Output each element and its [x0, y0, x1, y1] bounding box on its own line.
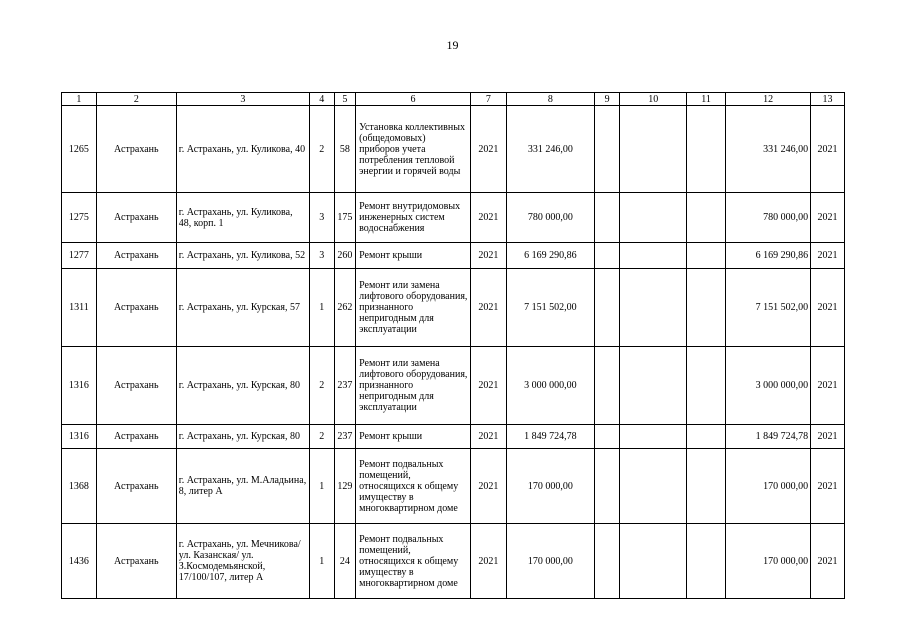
cell-year: 2021	[470, 243, 506, 269]
cell-c5: 237	[334, 425, 356, 449]
cell-address: г. Астрахань, ул. Мечникова/ ул. Казанская/ ул. З.Космодемьянской, 17/100/107, литер А	[176, 524, 309, 599]
column-header: 10	[620, 93, 687, 106]
cell-end-year: 2021	[811, 524, 845, 599]
cell-year: 2021	[470, 347, 506, 425]
column-header: 1	[62, 93, 97, 106]
cell-address: г. Астрахань, ул. Курская, 80	[176, 425, 309, 449]
cell-city: Астрахань	[96, 347, 176, 425]
cell-c10	[620, 347, 687, 425]
cell-c11	[687, 243, 726, 269]
cell-id: 1316	[62, 347, 97, 425]
cell-c11	[687, 269, 726, 347]
cell-id: 1316	[62, 425, 97, 449]
cell-c10	[620, 193, 687, 243]
cell-end-year: 2021	[811, 347, 845, 425]
cell-city: Астрахань	[96, 106, 176, 193]
table-row	[62, 347, 845, 425]
cell-address: г. Астрахань, ул. Куликова, 40	[176, 106, 309, 193]
cell-year: 2021	[470, 193, 506, 243]
cell-c4: 1	[310, 449, 335, 524]
cell-address: г. Астрахань, ул. Куликова, 52	[176, 243, 309, 269]
cell-c5: 262	[334, 269, 356, 347]
cell-year: 2021	[470, 425, 506, 449]
cell-amount: 780 000,00	[506, 193, 594, 243]
cell-work: Ремонт подвальных помещений, относящихся к общему имуществу в многоквартирном доме	[356, 449, 471, 524]
cell-c5: 175	[334, 193, 356, 243]
column-header: 7	[470, 93, 506, 106]
cell-city: Астрахань	[96, 524, 176, 599]
column-header: 4	[310, 93, 335, 106]
cell-c10	[620, 425, 687, 449]
cell-c4: 3	[310, 243, 335, 269]
cell-address: г. Астрахань, ул. Куликова, 48, корп. 1	[176, 193, 309, 243]
cell-city: Астрахань	[96, 193, 176, 243]
cell-amount: 1 849 724,78	[506, 425, 594, 449]
cell-c11	[687, 449, 726, 524]
cell-id: 1311	[62, 269, 97, 347]
cell-end-year: 2021	[811, 193, 845, 243]
cell-end-year: 2021	[811, 425, 845, 449]
cell-total: 3 000 000,00	[726, 347, 811, 425]
cell-address: г. Астрахань, ул. Курская, 80	[176, 347, 309, 425]
table-row	[62, 269, 845, 347]
cell-amount: 7 151 502,00	[506, 269, 594, 347]
cell-city: Астрахань	[96, 425, 176, 449]
cell-c5: 58	[334, 106, 356, 193]
cell-work: Установка коллективных (общедомовых) приборов учета потребления тепловой энергии и горячей воды	[356, 106, 471, 193]
cell-c11	[687, 106, 726, 193]
cell-amount: 6 169 290,86	[506, 243, 594, 269]
cell-amount: 170 000,00	[506, 449, 594, 524]
column-header: 2	[96, 93, 176, 106]
cell-work: Ремонт крыши	[356, 243, 471, 269]
table-row	[62, 106, 845, 193]
cell-c5: 260	[334, 243, 356, 269]
cell-c4: 2	[310, 106, 335, 193]
table-row	[62, 449, 845, 524]
capital-repair-table	[61, 92, 845, 599]
column-header: 5	[334, 93, 356, 106]
cell-work: Ремонт внутридомовых инженерных систем водоснабжения	[356, 193, 471, 243]
cell-id: 1368	[62, 449, 97, 524]
cell-city: Астрахань	[96, 269, 176, 347]
cell-c5: 237	[334, 347, 356, 425]
cell-c9	[594, 193, 620, 243]
cell-end-year: 2021	[811, 269, 845, 347]
column-header: 8	[506, 93, 594, 106]
cell-end-year: 2021	[811, 106, 845, 193]
cell-id: 1275	[62, 193, 97, 243]
cell-c9	[594, 449, 620, 524]
cell-id: 1277	[62, 243, 97, 269]
cell-c10	[620, 106, 687, 193]
column-header: 11	[687, 93, 726, 106]
cell-c11	[687, 193, 726, 243]
cell-id: 1436	[62, 524, 97, 599]
cell-work: Ремонт подвальных помещений, относящихся к общему имуществу в многоквартирном доме	[356, 524, 471, 599]
cell-work: Ремонт крыши	[356, 425, 471, 449]
column-header: 13	[811, 93, 845, 106]
cell-c4: 2	[310, 425, 335, 449]
cell-c4: 3	[310, 193, 335, 243]
cell-c4: 2	[310, 347, 335, 425]
cell-c11	[687, 425, 726, 449]
cell-address: г. Астрахань, ул. М.Аладьина, 8, литер А	[176, 449, 309, 524]
cell-c5: 129	[334, 449, 356, 524]
cell-work: Ремонт или замена лифтового оборудования, признанного непригодным для эксплуатации	[356, 347, 471, 425]
cell-c10	[620, 449, 687, 524]
cell-year: 2021	[470, 524, 506, 599]
cell-c9	[594, 106, 620, 193]
cell-c11	[687, 524, 726, 599]
cell-c9	[594, 243, 620, 269]
cell-amount: 3 000 000,00	[506, 347, 594, 425]
table-row	[62, 425, 845, 449]
cell-total: 170 000,00	[726, 524, 811, 599]
cell-c10	[620, 269, 687, 347]
cell-end-year: 2021	[811, 449, 845, 524]
cell-c10	[620, 243, 687, 269]
page-number: 19	[446, 38, 459, 52]
table-row	[62, 243, 845, 269]
cell-c4: 1	[310, 524, 335, 599]
cell-id: 1265	[62, 106, 97, 193]
cell-total: 170 000,00	[726, 449, 811, 524]
cell-city: Астрахань	[96, 243, 176, 269]
cell-work: Ремонт или замена лифтового оборудования, признанного непригодным для эксплуатации	[356, 269, 471, 347]
cell-year: 2021	[470, 449, 506, 524]
cell-c10	[620, 524, 687, 599]
cell-c9	[594, 425, 620, 449]
cell-amount: 331 246,00	[506, 106, 594, 193]
cell-c4: 1	[310, 269, 335, 347]
cell-total: 7 151 502,00	[726, 269, 811, 347]
cell-address: г. Астрахань, ул. Курская, 57	[176, 269, 309, 347]
cell-c9	[594, 524, 620, 599]
cell-c11	[687, 347, 726, 425]
header-row	[62, 93, 845, 106]
cell-total: 1 849 724,78	[726, 425, 811, 449]
cell-year: 2021	[470, 106, 506, 193]
cell-year: 2021	[470, 269, 506, 347]
cell-amount: 170 000,00	[506, 524, 594, 599]
cell-c5: 24	[334, 524, 356, 599]
column-header: 6	[356, 93, 471, 106]
table-row	[62, 524, 845, 599]
column-header: 3	[176, 93, 309, 106]
cell-total: 6 169 290,86	[726, 243, 811, 269]
cell-city: Астрахань	[96, 449, 176, 524]
cell-end-year: 2021	[811, 243, 845, 269]
cell-c9	[594, 347, 620, 425]
column-header: 9	[594, 93, 620, 106]
column-header: 12	[726, 93, 811, 106]
cell-c9	[594, 269, 620, 347]
cell-total: 331 246,00	[726, 106, 811, 193]
table-row	[62, 193, 845, 243]
cell-total: 780 000,00	[726, 193, 811, 243]
